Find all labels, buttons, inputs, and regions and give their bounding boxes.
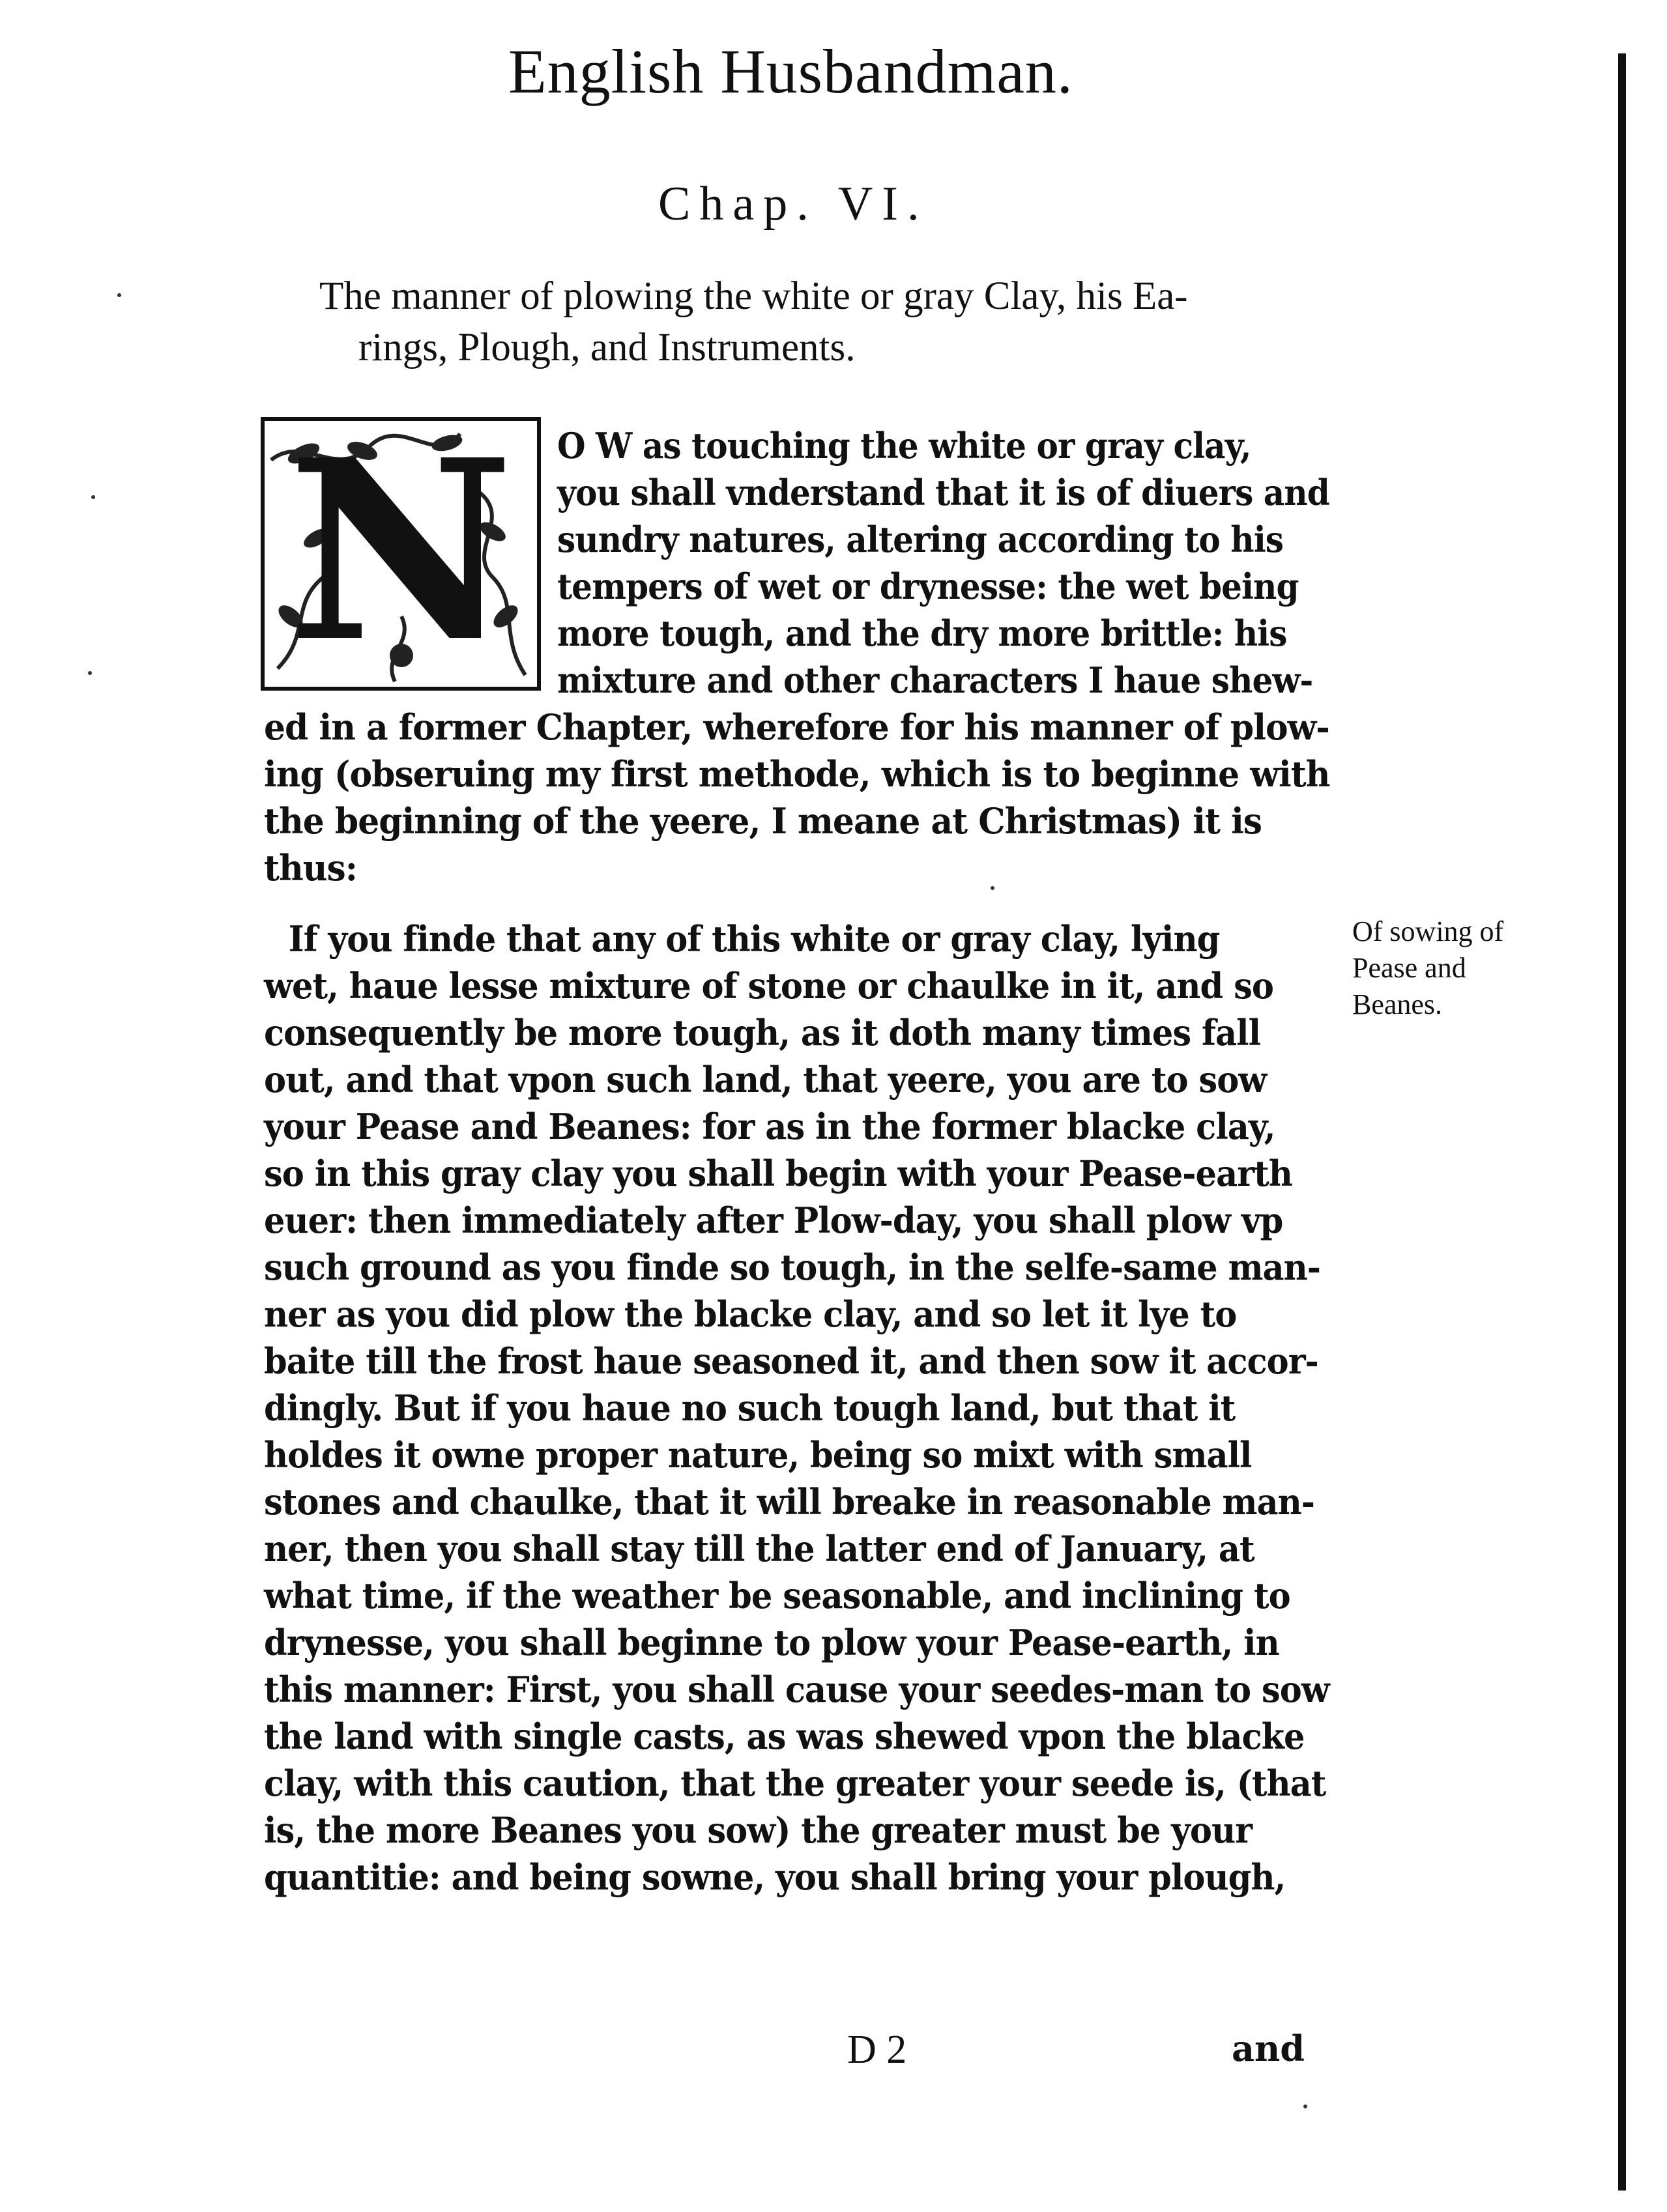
marginal-note-line: Pease and — [1352, 952, 1466, 984]
running-title: English Husbandman. — [508, 36, 1073, 106]
ink-speck — [91, 495, 95, 499]
text-line: euer: then immediately after Plow-day, you shall plow vp — [264, 1199, 1283, 1241]
text-line: holdes it owne proper nature, being so mixt with small — [264, 1434, 1252, 1476]
text-line: clay, with this caution, that the greater your seede is, (that — [264, 1762, 1326, 1804]
text-line: such ground as you finde so tough, in the selfe-same man- — [264, 1246, 1321, 1288]
text-line: sundry natures, altering according to his — [557, 519, 1284, 560]
text-line: ed in a former Chapter, wherefore for his manner of plow- — [264, 706, 1329, 748]
argument-line: The manner of plowing the white or gray Clay, his Ea- — [319, 274, 1188, 318]
catchword: and — [1232, 2028, 1305, 2069]
text-line: is, the more Beanes you sow) the greater must be your — [264, 1809, 1253, 1851]
text-line: more tough, and the dry more brittle: his — [557, 612, 1287, 654]
page-edge-rule — [1618, 53, 1626, 2190]
ink-speck — [991, 886, 994, 890]
text-line: so in this gray clay you shall begin with your Pease-earth — [264, 1153, 1292, 1194]
argument-line: rings, Plough, and Instruments. — [358, 326, 856, 369]
chapter-argument — [319, 270, 1395, 373]
text-line: out, and that vpon such land, that yeere, you are to sow — [264, 1059, 1267, 1100]
decorated-initial — [261, 405, 541, 697]
marginal-note-line: Beanes. — [1352, 988, 1443, 1020]
text-line: dingly. But if you haue no such tough land, but that it — [264, 1387, 1236, 1429]
text-line: thus: — [264, 847, 357, 889]
text-line: this manner: First, you shall cause your seedes-man to sow — [264, 1669, 1329, 1710]
signature-mark: D 2 — [847, 2028, 907, 2072]
text-line: baite till the frost haue seasoned it, and then sow it accor- — [264, 1340, 1318, 1382]
text-line: you shall vnderstand that it is of diuers and — [557, 472, 1329, 513]
text-line: ner as you did plow the blacke clay, and so let it lye to — [264, 1293, 1237, 1335]
text-line: stones and chaulke, that it will breake in reasonable man- — [264, 1481, 1315, 1523]
text-line: ner, then you shall stay till the latter end of January, at — [264, 1528, 1254, 1570]
text-line: tempers of wet or drynesse: the wet being — [557, 566, 1299, 607]
ink-speck — [88, 671, 92, 675]
marginal-note-line: Of sowing of — [1352, 915, 1504, 947]
text-line: If you finde that any of this white or gray clay, lying — [288, 918, 1220, 960]
marginal-note — [1352, 913, 1567, 1023]
text-line: the beginning of the yeere, I meane at Christmas) it is — [264, 800, 1262, 842]
ink-speck — [1303, 2104, 1307, 2108]
text-line: wet, haue lesse mixture of stone or chaulke in it, and so — [264, 965, 1273, 1007]
text-line: quantitie: and being sowne, you shall bring your plough, — [264, 1856, 1286, 1898]
text-line: drynesse, you shall beginne to plow your Pease-earth, in — [264, 1622, 1279, 1663]
text-line: consequently be more tough, as it doth many times fall — [264, 1012, 1261, 1054]
text-line: mixture and other characters I haue shew- — [557, 659, 1313, 701]
text-line: what time, if the weather be seasonable, and inclining to — [264, 1575, 1290, 1616]
text-line: your Pease and Beanes: for as in the former blacke clay, — [264, 1106, 1275, 1147]
paragraph-one-continuation — [264, 704, 1373, 891]
text-line: ing (obseruing my first methode, which is to beginne with — [264, 753, 1330, 795]
chapter-heading: Chap. VI. — [658, 177, 929, 231]
initial-letter: N — [287, 405, 514, 697]
text-line: O W as touching the white or gray clay, — [557, 425, 1251, 467]
text-line: the land with single casts, as was shewed vpon the blacke — [264, 1716, 1305, 1757]
drop-cap-text-block — [557, 422, 1391, 704]
paragraph-two — [264, 915, 1391, 1901]
ink-speck — [117, 293, 121, 297]
